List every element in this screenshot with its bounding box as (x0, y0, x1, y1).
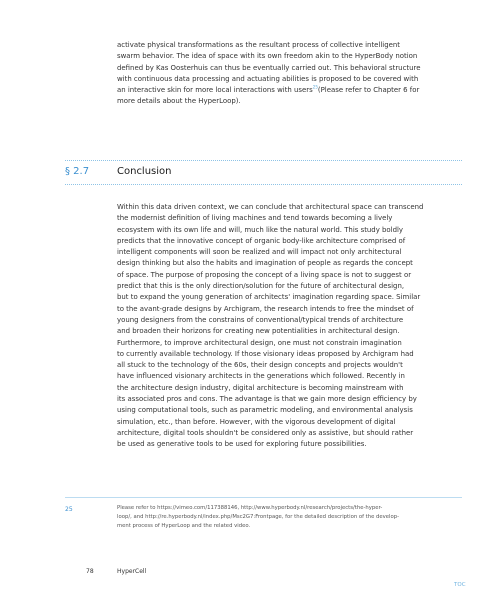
running-title: HyperCell (117, 568, 147, 575)
conclusion-line: young designers from the constrains of conventional/typical trends of architecture (117, 315, 404, 324)
footnote-line: loop/, and http://re.hyperbody.nl/index.php/Msc2G7:Frontpage, for the detailed description of the develop- (117, 514, 400, 520)
conclusion-line: all stuck to the technology of the 60s, their design concepts and projects wouldn't (117, 361, 403, 370)
intro-line: defined by Kas Oosterhuis can thus be eventually carried out. This behavioral structure (117, 63, 421, 72)
intro-line (117, 85, 462, 96)
section-number: § 2.7 (65, 166, 90, 177)
conclusion-line: its associated pros and cons. The advantage is that we gain more design efficiency by (117, 395, 417, 404)
conclusion-line: have influenced visionary architects in the generations which followed. Recently in (117, 372, 405, 381)
conclusion-line: but to expand the young generation of architects' imagination regarding space. Similar (117, 293, 421, 302)
page-number: 78 (86, 568, 94, 575)
footnote-text (117, 504, 462, 531)
section-rule-top (65, 160, 462, 161)
conclusion-line: of space. The purpose of proposing the concept of a living space is not to suggest or (117, 270, 412, 279)
conclusion-line: Within this data driven context, we can conclude that architectural space can transcend (117, 203, 424, 211)
toc-link[interactable]: TOC (454, 582, 466, 588)
conclusion-line: architecture, digital tools shouldn't be considered only as assistive, but should rather (117, 428, 414, 437)
conclusion-line: be used as generative tools to be used for exploring future possibilities. (117, 440, 367, 449)
intro-line: swarm behavior. The idea of space with its own freedom akin to the HyperBody notion (117, 52, 418, 61)
conclusion-line: simulation, etc., than before. However, with the vigorous development of digital (117, 417, 396, 426)
conclusion-line: intelligent components will soon be realized and will impact not only architectural (117, 248, 402, 257)
conclusion-line: and broaden their horizons for creating new potentialities in architectural design. (117, 327, 400, 336)
footnote-line: Please refer to https://vimeo.com/117388146, http://www.hyperbody.nl/research/projects/the-hyper- (117, 505, 383, 511)
conclusion-line: to currently available technology. If those visionary ideas proposed by Archigram had (117, 349, 414, 358)
section-title: Conclusion (117, 166, 172, 177)
conclusion-line: the architecture design industry, digital architecture is becoming mainstream with (117, 383, 404, 392)
footnote-number: 25 (65, 506, 73, 513)
section-rule-bottom (65, 184, 462, 185)
conclusion-line: predict that this is the only direction/solution for the future of architectural design, (117, 282, 405, 291)
conclusion-line: to the avant-grade designs by Archigram, the research intends to free the mindset of (117, 304, 414, 313)
footnote-line: ment process of HyperLoop and the related video. (117, 523, 251, 529)
conclusion-line: predicts that the innovative concept of organic body-like architecture comprised of (117, 236, 406, 245)
conclusion-line: design thinking but also the habits and imagination of people as regards the concept (117, 259, 413, 268)
intro-line: activate physical transformations as the resultant process of collective intelligent (117, 41, 401, 49)
footnote-rule (65, 497, 462, 498)
conclusion-line: using computational tools, such as parametric modeling, and environmental analysis (117, 406, 413, 415)
conclusion-paragraph (117, 202, 462, 451)
intro-paragraph (117, 40, 462, 108)
intro-line: more details about the HyperLoop). (117, 97, 241, 106)
intro-line-tail: (Please refer to Chapter 6 for (317, 86, 420, 95)
conclusion-line: Furthermore, to improve architectural design, one must not constrain imagination (117, 338, 402, 347)
conclusion-line: ecosystem with its own life and will, much like the natural world. This study boldly (117, 225, 404, 234)
footnote-reference[interactable]: 25 (312, 84, 318, 90)
conclusion-line: the modernist definition of living machines and tend towards becoming a lively (117, 214, 393, 223)
intro-line-text: an interactive skin for more local interactions with users (117, 86, 313, 95)
intro-line: with continuous data processing and actuating abilities is proposed to be covered with (117, 74, 419, 83)
